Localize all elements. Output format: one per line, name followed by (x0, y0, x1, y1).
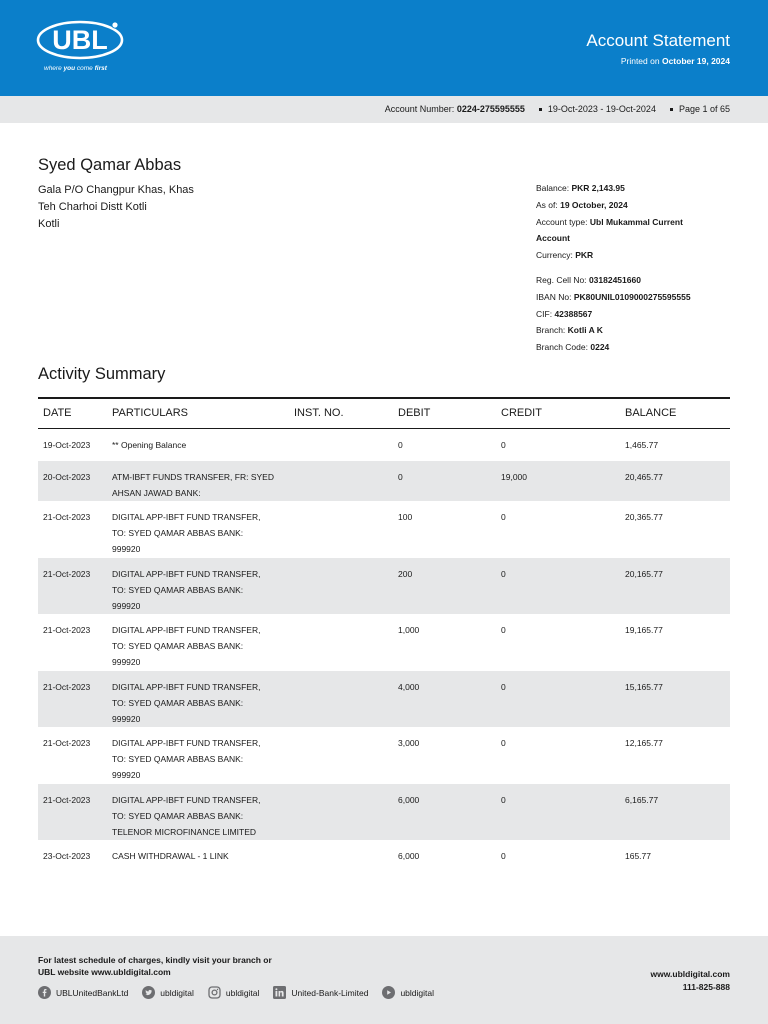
cell-credit: 0 (501, 440, 506, 450)
cell-date: 23-Oct-2023 (43, 851, 91, 861)
cell-particulars: DIGITAL APP-IBFT FUND TRANSFER, TO: SYED QAMAR ABBAS BANK: TELENOR MICROFINANCE LIMITED (112, 795, 261, 838)
cell-balance: 19,165.77 (625, 625, 663, 635)
charges-note: For latest schedule of charges, kindly visit your branch or UBL website www.ubldigital.com (38, 955, 272, 977)
address-line: Kotli (38, 218, 60, 230)
document-title: Account Statement (586, 31, 730, 50)
cell-credit: 0 (501, 682, 506, 692)
cell-debit: 6,000 (398, 851, 420, 861)
page-indicator: Page 1 of 65 (678, 104, 730, 114)
account-info-bar (0, 96, 768, 123)
social-facebook[interactable]: UBLUnitedBankLtd (38, 986, 128, 999)
cell-debit: 1,000 (398, 625, 420, 635)
cell-balance: 15,165.77 (625, 682, 663, 692)
cell-debit: 6,000 (398, 795, 420, 805)
social-links (38, 986, 448, 999)
cell-date: 21-Oct-2023 (43, 569, 91, 579)
table-row (38, 461, 730, 501)
cell-debit: 3,000 (398, 738, 420, 748)
cell-date: 21-Oct-2023 (43, 625, 91, 635)
social-twitter[interactable]: ubldigital (142, 986, 194, 999)
cell-particulars: DIGITAL APP-IBFT FUND TRANSFER, TO: SYED QAMAR ABBAS BANK: 999920 (112, 569, 261, 612)
currency-row: Currency: PKR (536, 250, 594, 261)
reg-cell-row: Reg. Cell No: 03182451660 (536, 274, 641, 285)
cell-particulars: DIGITAL APP-IBFT FUND TRANSFER, TO: SYED QAMAR ABBAS BANK: 999920 (112, 625, 261, 668)
iban-row: IBAN No: PK80UNIL0109000275595555 (536, 291, 691, 302)
statement-footer (0, 936, 768, 1024)
cell-particulars: CASH WITHDRAWAL - 1 LINK (112, 851, 229, 861)
table-row (38, 784, 730, 840)
cell-balance: 20,365.77 (625, 512, 663, 522)
column-header-date: DATE (43, 407, 72, 419)
cell-date: 21-Oct-2023 (43, 682, 91, 692)
transactions-table (38, 397, 730, 872)
statement-period: 19-Oct-2023 - 19-Oct-2024 (547, 104, 656, 114)
linkedin-icon (273, 986, 286, 999)
cif-row: CIF: 42388567 (536, 308, 593, 319)
cell-debit: 0 (398, 472, 403, 482)
table-row (38, 840, 730, 872)
table-row (38, 429, 730, 461)
phone-number: 111-825-888 (682, 982, 730, 992)
cell-credit: 0 (501, 795, 506, 805)
cell-credit: 0 (501, 851, 506, 861)
cell-balance: 12,165.77 (625, 738, 663, 748)
as-of-row: As of: 19 October, 2024 (536, 199, 628, 210)
balance-row: Balance: PKR 2,143.95 (536, 183, 625, 193)
cell-particulars: ** Opening Balance (112, 440, 187, 450)
cell-particulars: DIGITAL APP-IBFT FUND TRANSFER, TO: SYED QAMAR ABBAS BANK: 999920 (112, 682, 261, 725)
cell-particulars: DIGITAL APP-IBFT FUND TRANSFER, TO: SYED QAMAR ABBAS BANK: 999920 (112, 738, 261, 781)
separator-bullet (539, 108, 542, 111)
cell-particulars: ATM-IBFT FUNDS TRANSFER, FR: SYED AHSAN JAWAD BANK: (112, 472, 274, 499)
table-header (38, 397, 730, 429)
cell-date: 20-Oct-2023 (43, 472, 91, 482)
youtube-icon (382, 986, 395, 999)
statement-header (0, 0, 768, 96)
contact-info (651, 968, 731, 994)
cell-date: 21-Oct-2023 (43, 795, 91, 805)
cell-debit: 100 (398, 512, 413, 522)
account-number: 0224-275595555 (456, 104, 525, 114)
activity-summary-title: Activity Summary (38, 365, 166, 383)
table-row (38, 727, 730, 784)
cell-credit: 19,000 (501, 472, 527, 482)
account-details (536, 180, 736, 356)
table-row (38, 671, 730, 727)
facebook-icon (38, 986, 51, 999)
cell-balance: 165.77 (625, 851, 651, 861)
cell-credit: 0 (501, 512, 506, 522)
table-row (38, 614, 730, 671)
branch-code-row: Branch Code: 0224 (536, 342, 610, 353)
column-header-particulars: PARTICULARS (112, 407, 189, 419)
social-youtube[interactable]: ubldigital (382, 986, 434, 999)
printed-date: Printed on October 19, 2024 (620, 56, 730, 66)
account-type-row: Account type: Ubl Mukammal Current (536, 216, 683, 227)
account-type-row-cont: Account (536, 233, 570, 244)
customer-name: Syed Qamar Abbas (38, 156, 182, 174)
branch-row: Branch: Kotli A K (536, 325, 603, 336)
svg-text:UBL: UBL (52, 25, 108, 55)
column-header-balance: BALANCE (625, 407, 677, 419)
table-row (38, 558, 730, 614)
cell-date: 21-Oct-2023 (43, 738, 91, 748)
website-link[interactable]: www.ubldigital.com (650, 969, 730, 979)
cell-credit: 0 (501, 625, 506, 635)
instagram-icon (208, 986, 221, 999)
cell-balance: 1,465.77 (625, 440, 659, 450)
cell-particulars: DIGITAL APP-IBFT FUND TRANSFER, TO: SYED QAMAR ABBAS BANK: 999920 (112, 512, 261, 555)
logo-tagline: where you come first (44, 65, 107, 72)
cell-debit: 200 (398, 569, 413, 579)
customer-address (38, 182, 194, 233)
cell-debit: 4,000 (398, 682, 420, 692)
twitter-icon (142, 986, 155, 999)
cell-credit: 0 (501, 569, 506, 579)
table-row (38, 501, 730, 558)
column-header-inst-no: INST. NO. (294, 407, 344, 419)
cell-date: 19-Oct-2023 (43, 440, 91, 450)
separator-bullet (670, 108, 673, 111)
social-linkedin[interactable]: United-Bank-Limited (273, 986, 368, 999)
cell-date: 21-Oct-2023 (43, 512, 91, 522)
cell-credit: 0 (501, 738, 506, 748)
address-line: Teh Charhoi Distt Kotli (38, 201, 147, 213)
cell-balance: 20,465.77 (625, 472, 663, 482)
cell-balance: 20,165.77 (625, 569, 663, 579)
cell-balance: 6,165.77 (625, 795, 659, 805)
column-header-debit: DEBIT (398, 407, 431, 419)
column-header-credit: CREDIT (501, 407, 542, 419)
social-instagram[interactable]: ubldigital (208, 986, 260, 999)
account-number-label: Account Number: (384, 104, 455, 114)
cell-debit: 0 (398, 440, 403, 450)
address-line: Gala P/O Changpur Khas, Khas (38, 184, 194, 196)
